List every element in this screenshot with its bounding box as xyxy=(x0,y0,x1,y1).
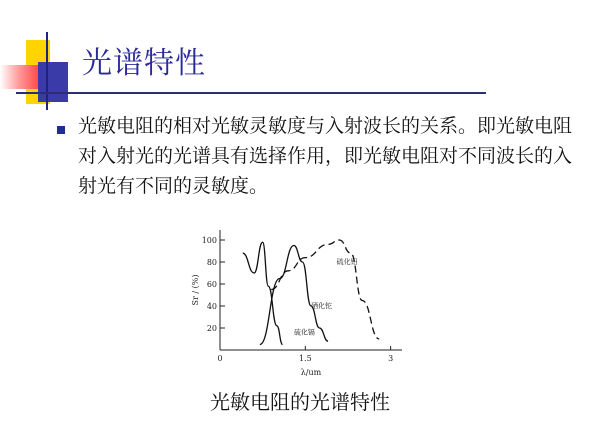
slide-title: 光谱特性 xyxy=(82,46,206,81)
x-tick-label: 3 xyxy=(388,354,394,363)
series-label: 硫化镉 xyxy=(293,328,315,337)
series-label: 硒化铊 xyxy=(311,302,332,311)
spectral-characteristic-chart xyxy=(180,222,420,382)
x-axis-label: λ/um xyxy=(300,368,322,377)
y-tick-label: 40 xyxy=(206,302,217,311)
decorative-vertical-line xyxy=(46,32,48,110)
bullet-text: 光敏电阻的相对光敏灵敏度与入射波长的关系。即光敏电阻对入射光的光谱具有选择作用，即光敏电阻对不同波长的入射光有不同的灵敏度。 xyxy=(78,115,573,197)
series-label: 硫化铅 xyxy=(336,258,358,267)
y-tick-label: 60 xyxy=(206,280,217,289)
decorative-red-block xyxy=(0,65,42,89)
figure-caption: 光敏电阻的光谱特性 xyxy=(210,390,390,414)
series-line xyxy=(271,240,379,339)
title-underline xyxy=(16,92,486,94)
y-tick-label: 20 xyxy=(206,324,217,333)
x-tick-label: 1.5 xyxy=(298,354,312,363)
y-tick-label: 80 xyxy=(206,258,217,267)
series-line xyxy=(243,242,283,344)
y-tick-label: 100 xyxy=(201,236,217,245)
chart-ticks xyxy=(202,236,393,363)
y-axis-label: Sr / (%) xyxy=(191,274,200,306)
decorative-blue-block xyxy=(38,62,68,102)
bullet-square-icon xyxy=(57,126,65,134)
x-tick-label: 0 xyxy=(217,354,223,363)
